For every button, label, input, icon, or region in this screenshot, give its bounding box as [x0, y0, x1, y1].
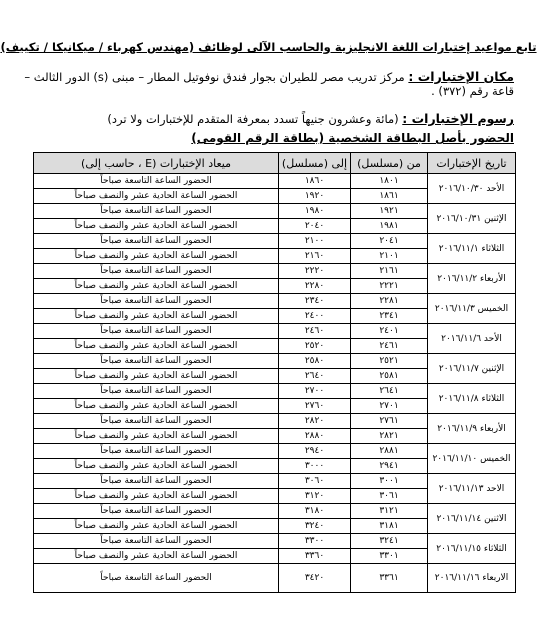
serial-from: ٢٥٢١	[351, 354, 428, 369]
serial-to: ٢٨٨٠	[279, 429, 351, 444]
attendance-time: الحضور الساعة الحادية عشر والنصف صباحاً	[34, 189, 279, 204]
serial-from: ١٨٦١	[351, 189, 428, 204]
serial-to: ٢٥٨٠	[279, 354, 351, 369]
attendance-time: الحضور الساعة الحادية عشر والنصف صباحاً	[34, 309, 279, 324]
header-from: من (مسلسل)	[351, 153, 428, 174]
table-row	[34, 324, 516, 339]
attendance-time: الحضور الساعة الحادية عشر والنصف صباحاً	[34, 429, 279, 444]
table-row	[34, 354, 516, 369]
attendance-time: الحضور الساعة الحادية عشر والنصف صباحاً	[34, 369, 279, 384]
serial-to: ١٨٦٠	[279, 174, 351, 189]
exam-date: الأحد ٢٠١٦/١١/٦	[428, 324, 516, 354]
fees-text: (مائة وعشرون جنيهاً تسدد بمعرفة المتقدم للإختبارات ولا ترد)	[107, 112, 399, 126]
serial-from: ٢٦٤١	[351, 384, 428, 399]
serial-from: ٢٤٠١	[351, 324, 428, 339]
serial-from: ٢٤٦١	[351, 339, 428, 354]
serial-to: ٢٢٢٠	[279, 264, 351, 279]
attendance-time: الحضور الساعة الحادية عشر والنصف صباحاً	[34, 489, 279, 504]
serial-to: ٣٣٦٠	[279, 549, 351, 564]
exam-date: الإثنين ٢٠١٦/١١/٧	[428, 354, 516, 384]
serial-from: ٣٠٠١	[351, 474, 428, 489]
serial-to: ٢٨٢٠	[279, 414, 351, 429]
table-row	[34, 174, 516, 189]
serial-to: ٣١٨٠	[279, 504, 351, 519]
serial-to: ٣٤٢٠	[279, 564, 351, 593]
attendance-note: الحضور بأصل البطاقة الشخصية (بطاقة الرقم القومى)	[191, 131, 514, 145]
attendance-time: الحضور الساعة الحادية عشر والنصف صباحاً	[34, 279, 279, 294]
attendance-time: الحضور الساعة التاسعة صباحاً	[34, 354, 279, 369]
attendance-time: الحضور الساعة التاسعة صباحاً	[34, 324, 279, 339]
exam-date: الأربعاء ٢٠١٦/١١/٢	[428, 264, 516, 294]
attendance-time: الحضور الساعة الحادية عشر والنصف صباحاً	[34, 549, 279, 564]
serial-to: ١٩٨٠	[279, 204, 351, 219]
header-to: إلى (مسلسل)	[279, 153, 351, 174]
table-row	[34, 564, 516, 593]
exam-date: الاحد ٢٠١٦/١١/١٣	[428, 474, 516, 504]
serial-from: ٢٢٨١	[351, 294, 428, 309]
serial-from: ٢٨٢١	[351, 429, 428, 444]
serial-from: ٢٥٨١	[351, 369, 428, 384]
exam-date: الثلاثاء ٢٠١٦/١١/١	[428, 234, 516, 264]
exam-date: الخميس ٢٠١٦/١١/٣	[428, 294, 516, 324]
attendance-time: الحضور الساعة الحادية عشر والنصف صباحاً	[34, 459, 279, 474]
table-row	[34, 414, 516, 429]
attendance-time: الحضور الساعة التاسعة صباحاً	[34, 414, 279, 429]
table-row	[34, 204, 516, 219]
exam-location	[24, 70, 514, 98]
table-row	[34, 534, 516, 549]
exam-fees	[24, 111, 514, 126]
serial-to: ٢٧٦٠	[279, 399, 351, 414]
attendance-time: الحضور الساعة التاسعة صباحاً	[34, 234, 279, 249]
attendance-time: الحضور الساعة التاسعة صباحاً	[34, 564, 279, 593]
serial-to: ٢٦٤٠	[279, 369, 351, 384]
serial-from: ١٩٨١	[351, 219, 428, 234]
exam-date: الإثنين ٢٠١٦/١٠/٣١	[428, 204, 516, 234]
serial-to: ٢٢٨٠	[279, 279, 351, 294]
attendance-time: الحضور الساعة الحادية عشر والنصف صباحاً	[34, 399, 279, 414]
serial-from: ٣٣٦١	[351, 564, 428, 593]
serial-to: ٣١٢٠	[279, 489, 351, 504]
attendance-time: الحضور الساعة التاسعة صباحاً	[34, 504, 279, 519]
serial-from: ٢٣٤١	[351, 309, 428, 324]
serial-to: ١٩٢٠	[279, 189, 351, 204]
serial-from: ٢٧٦١	[351, 414, 428, 429]
serial-to: ٣٢٤٠	[279, 519, 351, 534]
location-text: مركز تدريب مصر للطيران بجوار فندق نوفوتيل المطار – مبنى (s) الدور الثالث – قاعة رقم (٣٧٢) .	[24, 70, 514, 98]
attendance-time: الحضور الساعة التاسعة صباحاً	[34, 174, 279, 189]
table-row	[34, 294, 516, 309]
serial-from: ٢١٠١	[351, 249, 428, 264]
attendance-time: الحضور الساعة الحادية عشر والنصف صباحاً	[34, 249, 279, 264]
attendance-time: الحضور الساعة التاسعة صباحاً	[34, 534, 279, 549]
schedule-table	[33, 152, 516, 593]
serial-from: ٣١٢١	[351, 504, 428, 519]
attendance-time: الحضور الساعة التاسعة صباحاً	[34, 474, 279, 489]
serial-from: ١٨٠١	[351, 174, 428, 189]
serial-from: ١٩٢١	[351, 204, 428, 219]
table-row	[34, 264, 516, 279]
serial-to: ٢١٠٠	[279, 234, 351, 249]
serial-from: ٢٢٢١	[351, 279, 428, 294]
serial-to: ٢٥٢٠	[279, 339, 351, 354]
page-title: تابع مواعيد إختبارات اللغة الانجليزية والحاسب الآلى لوظائف (مهندس كهرباء / ميكانيكا / تكييف)	[0, 40, 537, 54]
table-header-row	[34, 153, 516, 174]
table-row	[34, 234, 516, 249]
attendance-time: الحضور الساعة الحادية عشر والنصف صباحاً	[34, 519, 279, 534]
serial-to: ٢٠٤٠	[279, 219, 351, 234]
attendance-time: الحضور الساعة الحادية عشر والنصف صباحاً	[34, 219, 279, 234]
serial-to: ٢٩٤٠	[279, 444, 351, 459]
exam-date: الأحد ٢٠١٦/١٠/٣٠	[428, 174, 516, 204]
exam-date: الأربعاء ٢٠١٦/١١/٩	[428, 414, 516, 444]
serial-from: ٢٩٤١	[351, 459, 428, 474]
serial-to: ٢٤٦٠	[279, 324, 351, 339]
serial-to: ٢٤٠٠	[279, 309, 351, 324]
serial-to: ٢٣٤٠	[279, 294, 351, 309]
exam-date: الثلاثاء ٢٠١٦/١١/٨	[428, 384, 516, 414]
serial-to: ٣٣٠٠	[279, 534, 351, 549]
location-label: مكان الإختبارات :	[408, 69, 514, 84]
attendance-time: الحضور الساعة التاسعة صباحاً	[34, 264, 279, 279]
header-date: تاريخ الإختبارات	[428, 153, 516, 174]
schedule-body	[34, 174, 516, 593]
serial-from: ٢٧٠١	[351, 399, 428, 414]
exam-date: الخميس ٢٠١٦/١١/١٠	[428, 444, 516, 474]
serial-from: ٣١٨١	[351, 519, 428, 534]
serial-to: ٣٠٠٠	[279, 459, 351, 474]
table-row	[34, 444, 516, 459]
attendance-time: الحضور الساعة التاسعة صباحاً	[34, 384, 279, 399]
exam-date: الثلاثاء ٢٠١٦/١١/١٥	[428, 534, 516, 564]
serial-to: ٢٧٠٠	[279, 384, 351, 399]
exam-date: الاربعاء ٢٠١٦/١١/١٦	[428, 564, 516, 593]
fees-label: رسوم الإختبارات :	[402, 111, 514, 126]
attendance-time: الحضور الساعة التاسعة صباحاً	[34, 204, 279, 219]
serial-from: ٣٢٤١	[351, 534, 428, 549]
serial-to: ٢١٦٠	[279, 249, 351, 264]
exam-date: الاثنين ٢٠١٦/١١/١٤	[428, 504, 516, 534]
table-row	[34, 384, 516, 399]
header-time: ميعاد الإختبارات (E ، حاسب إلى)	[34, 153, 279, 174]
table-row	[34, 474, 516, 489]
serial-from: ٣٠٦١	[351, 489, 428, 504]
serial-to: ٣٠٦٠	[279, 474, 351, 489]
attendance-time: الحضور الساعة الحادية عشر والنصف صباحاً	[34, 339, 279, 354]
table-row	[34, 504, 516, 519]
serial-from: ٢٠٤١	[351, 234, 428, 249]
attendance-time: الحضور الساعة التاسعة صباحاً	[34, 294, 279, 309]
serial-from: ٣٣٠١	[351, 549, 428, 564]
serial-from: ٢٨٨١	[351, 444, 428, 459]
serial-from: ٢١٦١	[351, 264, 428, 279]
attendance-time: الحضور الساعة التاسعة صباحاً	[34, 444, 279, 459]
